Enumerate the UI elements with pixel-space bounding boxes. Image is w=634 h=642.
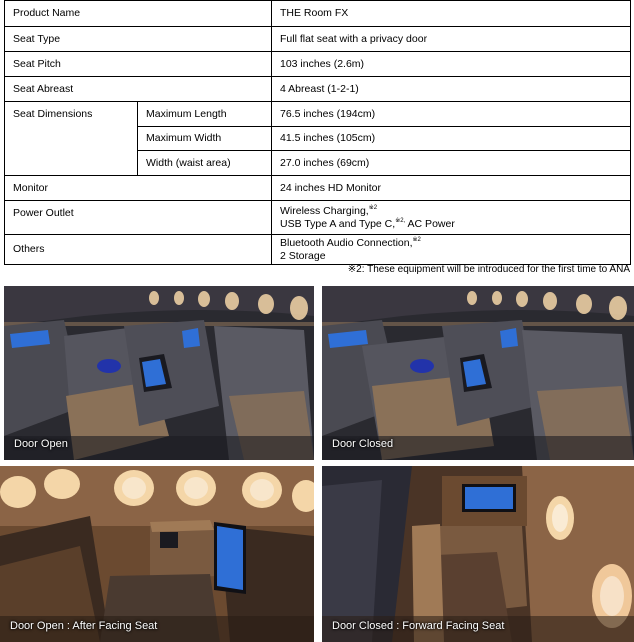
spec-value [272, 235, 631, 265]
spec-sublabel: Width (waist area) [138, 151, 272, 176]
spec-value: THE Room FX [272, 1, 631, 27]
photo-caption: Door Open [14, 438, 68, 450]
photo-door-open-after-facing [0, 466, 314, 642]
photo-caption: Door Open : After Facing Seat [10, 620, 158, 632]
spec-sublabel: Maximum Length [138, 102, 272, 127]
spec-value: 103 inches (2.6m) [272, 52, 631, 77]
spec-label: Seat Pitch [5, 52, 272, 77]
photo-door-closed-forward-facing [322, 466, 634, 642]
spec-label: Power Outlet [5, 201, 272, 235]
cabin-image [322, 466, 634, 642]
spec-value: 41.5 inches (105cm) [272, 127, 631, 151]
power-line-2: USB Type A and Type C, [280, 217, 396, 230]
spec-value: 24 inches HD Monitor [272, 176, 631, 201]
cabin-image [4, 286, 314, 460]
spec-value: 76.5 inches (194cm) [272, 102, 631, 127]
footnote-mark: ※2 [368, 204, 378, 211]
spec-label: Seat Dimensions [5, 102, 138, 176]
footnote-mark: ※2 [412, 236, 421, 243]
spec-row-max-length [5, 102, 631, 127]
spec-row-power-outlet [5, 201, 631, 235]
cabin-image [0, 466, 314, 642]
photo-door-open [4, 286, 314, 460]
spec-value: Full flat seat with a privacy door [272, 27, 631, 52]
spec-row-monitor [5, 176, 631, 201]
footnote: ※2: These equipment will be introduced for the first time to ANA [347, 264, 630, 275]
spec-value: 4 Abreast (1-2-1) [272, 77, 631, 102]
spec-label: Monitor [5, 176, 272, 201]
spec-value [272, 201, 631, 235]
photo-door-closed [322, 286, 634, 460]
spec-row-others [5, 235, 631, 265]
spec-label: Product Name [5, 1, 272, 27]
others-line-1: Bluetooth Audio Connection, [280, 236, 413, 249]
power-line-2-tail: AC Power [405, 217, 455, 230]
footnote-mark: ※2, [395, 217, 406, 224]
photo-caption: Door Closed [332, 438, 394, 450]
spec-row-seat-pitch [5, 52, 631, 77]
cabin-image [322, 286, 634, 460]
spec-row-seat-type [5, 27, 631, 52]
spec-row-seat-abreast [5, 77, 631, 102]
spec-label: Others [5, 235, 272, 265]
others-line-2: 2 Storage [280, 249, 326, 262]
seat-spec-table [4, 0, 631, 265]
power-line-1: Wireless Charging, [280, 204, 369, 217]
spec-value: 27.0 inches (69cm) [272, 151, 631, 176]
spec-label: Seat Type [5, 27, 272, 52]
spec-sublabel: Maximum Width [138, 127, 272, 151]
spec-label: Seat Abreast [5, 77, 272, 102]
photo-caption: Door Closed : Forward Facing Seat [332, 620, 505, 632]
spec-row-product-name [5, 1, 631, 27]
